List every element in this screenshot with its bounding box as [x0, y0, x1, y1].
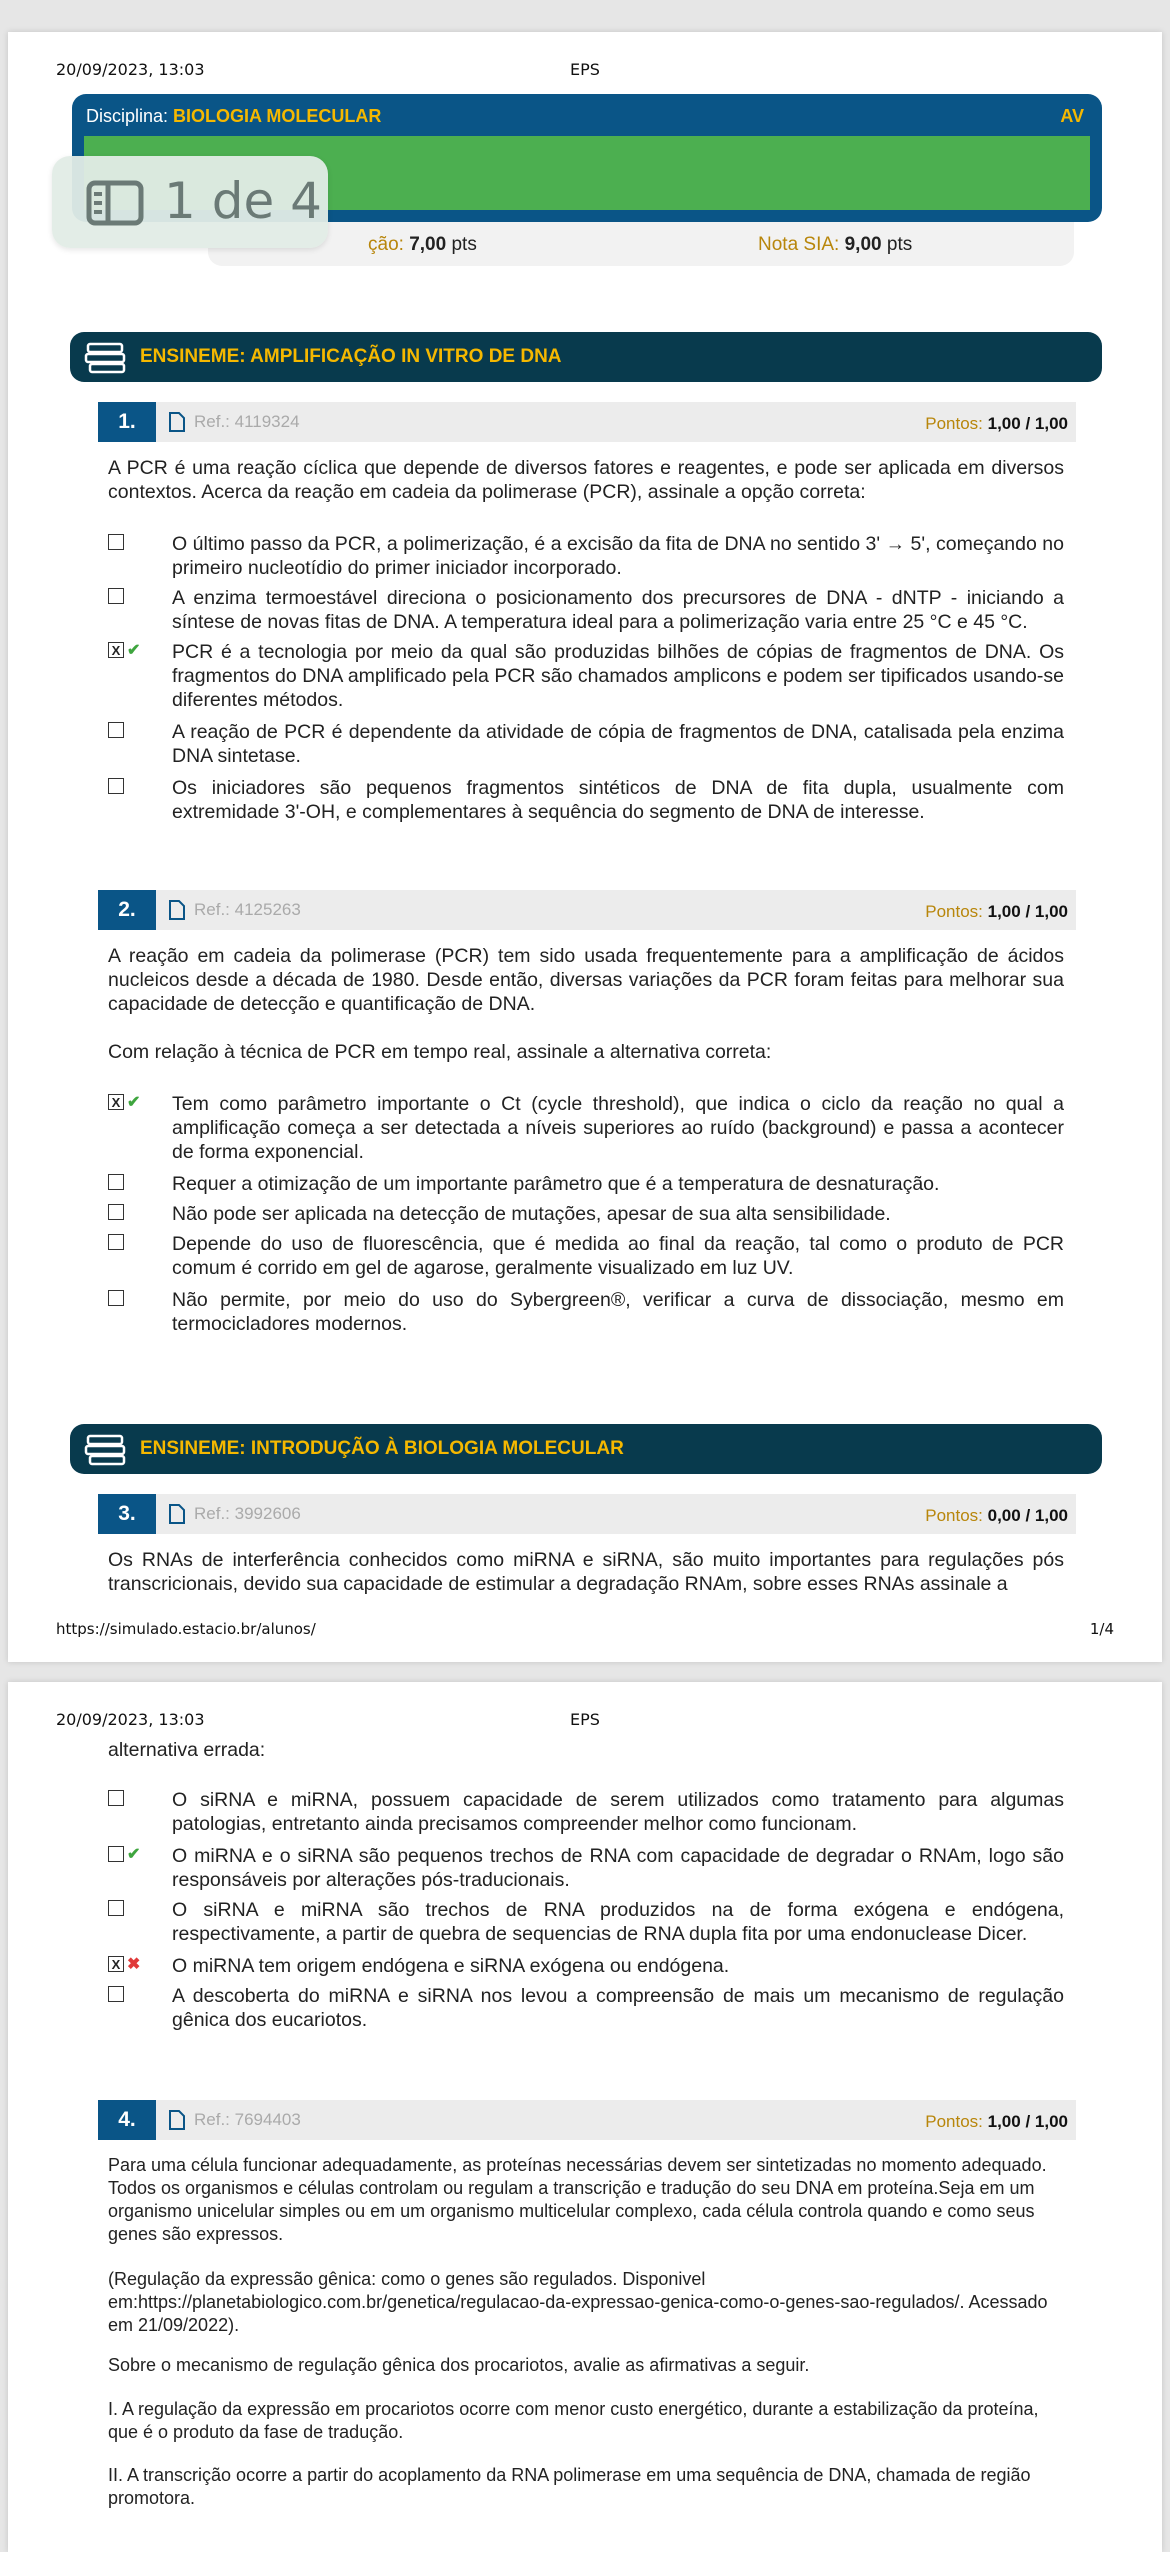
section-title: ENSINEME: INTRODUÇÃO À BIOLOGIA MOLECULAR: [140, 1438, 624, 1459]
discipline-name: BIOLOGIA MOLECULAR: [173, 106, 382, 126]
page-indicator-text: 1 de 4: [164, 172, 322, 230]
question-number: 4.: [98, 2100, 156, 2140]
question-ref: Ref.: 4119324: [194, 412, 300, 431]
document-icon: [168, 2110, 186, 2130]
checkbox[interactable]: [108, 1174, 124, 1190]
checkbox[interactable]: X: [108, 642, 124, 658]
option-text: A descoberta do miRNA e siRNA nos levou a compreensão de mais um mecanismo de regulação gênica dos eucariotos.: [172, 1985, 1064, 2031]
grade-bar: [208, 222, 1074, 266]
checkbox[interactable]: [108, 1846, 124, 1862]
checkbox[interactable]: X: [108, 1956, 124, 1972]
checkbox[interactable]: [108, 1900, 124, 1916]
question-ref: Ref.: 7694403: [194, 2110, 301, 2129]
print-timestamp: 20/09/2023, 13:03: [56, 1710, 205, 1729]
question-ref: Ref.: 3992606: [194, 1504, 301, 1523]
print-footer: [56, 1620, 1114, 1638]
question-paragraph: Para uma célula funcionar adequadamente, as proteínas necessárias devem ser sintetizadas no momento adequado. Todos os organismos e células controlam ou regulam a transcrição e tradução do seu DNA em proteína.Seja em um organismo unicelular simples ou em um organismo multicelular complexo, cada célula controla quando e como seus genes são expressos.: [108, 2155, 1047, 2244]
option-text: PCR é a tecnologia por meio da qual são produzidas bilhões de cópias de fragmentos de DNA. Os fragmentos do DNA amplificado pela PCR são chamados amplicons e podem ser tipificados usando-se diferentes métodos.: [172, 641, 1064, 711]
option-text: Não pode ser aplicada na detecção de mutações, apesar de sua alta sensibilidade.: [172, 1203, 891, 1225]
question-header-1: [98, 402, 1076, 442]
sia-grade: Nota SIA: 9,00 pts: [758, 234, 913, 255]
books-icon: [84, 338, 128, 376]
question-points: Pontos: 1,00 / 1,00: [925, 902, 1068, 921]
option-text: A enzima termoestável direciona o posicionamento dos precursores de DNA - dNTP - iniciando a síntese de novas fitas de DNA. A temperatura ideal para a polimerização varia entre 25 °C e 45 °C.: [172, 587, 1064, 633]
checkbox[interactable]: [108, 1204, 124, 1220]
checkbox[interactable]: [108, 1790, 124, 1806]
sidebar-icon: [86, 180, 144, 226]
books-icon: [84, 1430, 128, 1468]
checkbox[interactable]: [108, 1234, 124, 1250]
section-header-molecular-biology: [70, 1424, 1102, 1474]
option-text: Depende do uso de fluorescência, que é medida ao final da reação, tal como o produto de PCR comum é corrido em gel de agarose, geralmente visualizado em luz UV.: [172, 1233, 1064, 1279]
question-instruction: Com relação à técnica de PCR em tempo real, assinale a alternativa correta:: [108, 1041, 772, 1063]
page-indicator-overlay[interactable]: [52, 156, 328, 248]
question-number: 3.: [98, 1494, 156, 1534]
checkbox[interactable]: [108, 1290, 124, 1306]
option-text: A reação de PCR é dependente da atividade de cópia de fragmentos de DNA, catalisada pela enzima DNA sintetase.: [172, 721, 1064, 767]
print-url: https://simulado.estacio.br/alunos/: [56, 1620, 316, 1638]
print-title: EPS: [570, 60, 600, 79]
discipline-label: Disciplina: BIOLOGIA MOLECULAR: [86, 106, 382, 126]
question-number: 1.: [98, 402, 156, 442]
option-text: Requer a otimização de um importante parâmetro que é a temperatura de desnaturação.: [172, 1173, 940, 1195]
question-points: Pontos: 1,00 / 1,00: [925, 414, 1068, 433]
document-icon: [168, 1504, 186, 1524]
section-title: ENSINEME: AMPLIFICAÇÃO IN VITRO DE DNA: [140, 346, 562, 367]
question-header-2: [98, 890, 1076, 930]
option-text: O siRNA e miRNA, possuem capacidade de serem utilizados como tratamento para algumas patologias, entretanto ainda precisamos compreender melhor como funcionam.: [172, 1789, 1064, 1835]
question-points: Pontos: 0,00 / 1,00: [925, 1506, 1068, 1525]
option-text: Não permite, por meio do uso do Sybergreen®, verificar a curva de dissociação, mesmo em termocicladores modernos.: [172, 1289, 1064, 1335]
question-paragraph: Sobre o mecanismo de regulação gênica dos procariotos, avalie as afirmativas a seguir.: [108, 2355, 810, 2375]
statement-ii: II. A transcrição ocorre a partir do acoplamento da RNA polimerase em uma sequência de DNA, chamada de região promotora.: [108, 2465, 1031, 2508]
option-text: O miRNA e o siRNA são pequenos trechos de RNA com capacidade de degradar o RNAm, logo são responsáveis por alterações pós-traducionais.: [172, 1845, 1064, 1891]
checkbox[interactable]: [108, 1986, 124, 2002]
option-text: O siRNA e miRNA são trechos de RNA produzidos na de forma exógena e endógena, respectivamente, a partir de quebra de sequencias de RNA dupla fita por uma endonuclease Dicer.: [172, 1899, 1064, 1945]
print-title: EPS: [570, 1710, 600, 1729]
question-number: 2.: [98, 890, 156, 930]
question-stem: A PCR é uma reação cíclica que depende de diversos fatores e reagentes, e pode ser aplicada em diversos contextos. Acerca da reação em cadeia da polimerase (PCR), assinale a opção correta:: [108, 457, 1064, 503]
checkbox[interactable]: [108, 778, 124, 794]
correct-check-icon: ✔: [127, 642, 141, 659]
checkbox[interactable]: [108, 588, 124, 604]
question-header-4: [98, 2100, 1076, 2140]
question-header-3: [98, 1494, 1076, 1534]
document-icon: [168, 900, 186, 920]
option-text: Tem como parâmetro importante o Ct (cycle threshold), que indica o ciclo da reação no qual a amplificação começa a ser detectada a níveis superiores ao ruído (background) e passa a acontecer de forma exponencial.: [172, 1093, 1064, 1163]
print-timestamp: 20/09/2023, 13:03: [56, 60, 205, 79]
checkbox[interactable]: [108, 534, 124, 550]
option-text: Os iniciadores são pequenos fragmentos sintéticos de DNA de fita dupla, usualmente com extremidade 3'-OH, e complementares à sequência do segmento de DNA de interesse.: [172, 777, 1064, 823]
question-stem: Os RNAs de interferência conhecidos como miRNA e siRNA, são muito importantes para regulações pós transcricionais, devido sua capacidade de estimular a degradação RNAm, sobre esses RNAs assinale a: [108, 1549, 1064, 1595]
correct-check-icon: ✔: [127, 1094, 141, 1111]
evaluation-badge: AV: [1060, 106, 1084, 126]
option-text: O miRNA tem origem endógena e siRNA exógena ou endógena.: [172, 1955, 730, 1977]
correct-check-icon: ✔: [127, 1846, 141, 1863]
question-citation: (Regulação da expressão gênica: como o genes são regulados. Disponivel em:https://planetabiologico.com.br/genetica/regulacao-da-expressao-genica-como-o-genes-sao-regulados/. Acessado em 21/09/2022).: [108, 2269, 1048, 2335]
wrong-cross-icon: ✖: [127, 1956, 141, 1973]
print-page-2: [8, 1682, 1162, 2552]
question-stem: A reação em cadeia da polimerase (PCR) tem sido usada frequentemente para a amplificação de ácidos nucleicos desde a década de 1980. Desde então, diversas variações da PCR foram feitas para melhorar sua capacidade de detecção e quantificação de DNA.: [108, 945, 1064, 1015]
checkbox[interactable]: X: [108, 1094, 124, 1110]
checkbox[interactable]: [108, 722, 124, 738]
exam-grade: ção: 7,00 pts: [368, 234, 477, 255]
question-stem-continued: alternativa errada:: [108, 1739, 266, 1761]
question-points: Pontos: 1,00 / 1,00: [925, 2112, 1068, 2131]
section-header-dna-amplification: [70, 332, 1102, 382]
print-page-number: 1/4: [1089, 1620, 1114, 1638]
option-text: O último passo da PCR, a polimerização, é a excisão da fita de DNA no sentido 3' → 5', começando no primeiro nucleotídio do primer iniciador incorporado.: [172, 533, 1064, 579]
question-ref: Ref.: 4125263: [194, 900, 301, 919]
print-page-1: [8, 32, 1162, 1662]
document-icon: [168, 412, 186, 432]
statement-i: I. A regulação da expressão em procariotos ocorre com menor custo energético, durante a estabilização da proteína, que é o produto da fase de tradução.: [108, 2399, 1039, 2442]
